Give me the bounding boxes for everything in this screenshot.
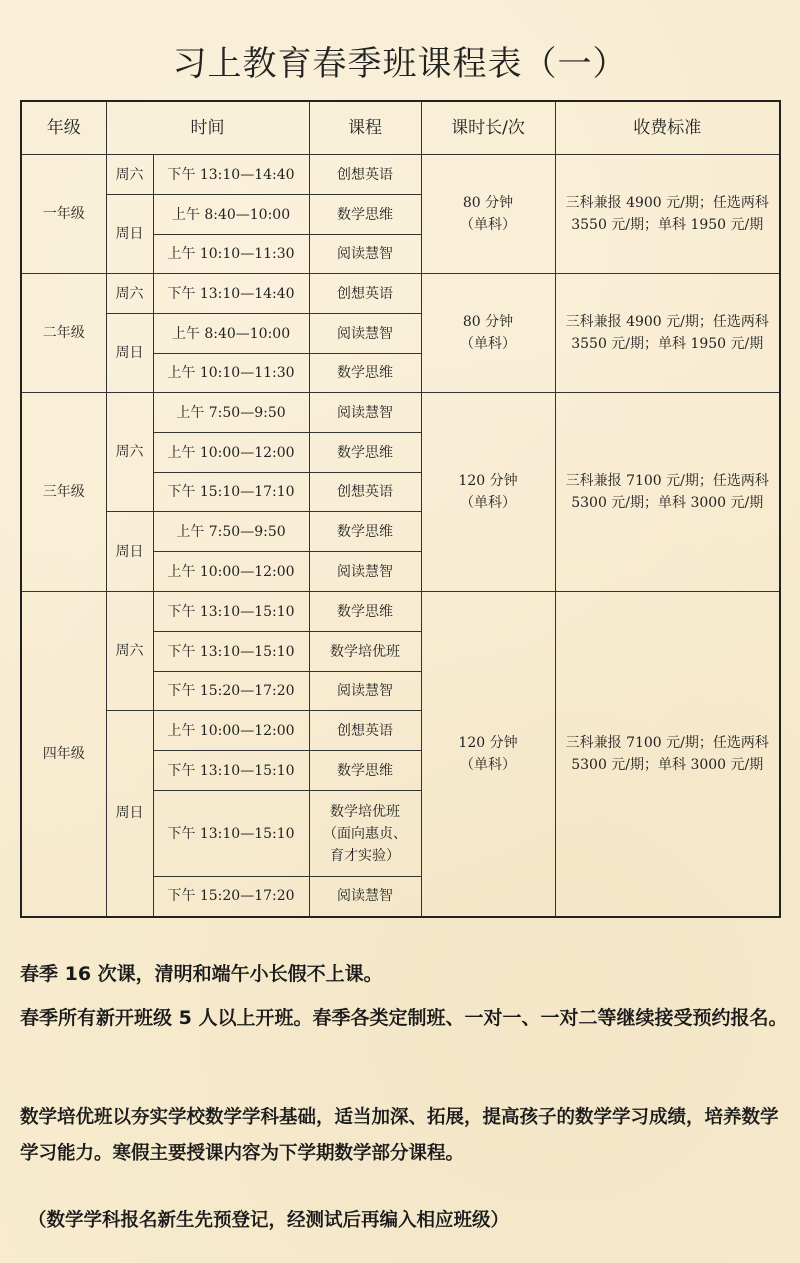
course-cell: 数学思维 <box>309 592 421 632</box>
duration-value: 120 分钟 <box>458 734 518 751</box>
fee-cell: 三科兼报 4900 元/期；任选两科 3550 元/期；单科 1950 元/期 <box>555 274 780 393</box>
note-lessons: 春季 16 次课，清明和端午小长假不上课。 <box>20 963 383 985</box>
time-cell: 上午 7:50—9:50 <box>153 393 309 433</box>
grade-cell: 二年级 <box>21 274 106 393</box>
time-cell: 上午 8:40—10:00 <box>153 195 309 235</box>
course-cell: 创想英语 <box>309 711 421 751</box>
fee-cell: 三科兼报 7100 元/期；任选两科 5300 元/期；单科 3000 元/期 <box>555 592 780 917</box>
course-cell: 数学思维 <box>309 354 421 393</box>
header-fee: 收费标准 <box>555 101 780 155</box>
duration-value: 120 分钟 <box>458 473 518 489</box>
time-cell: 下午 15:20—17:20 <box>153 877 309 917</box>
table-row <box>21 393 780 433</box>
note-registration: （数学学科报名新生先预登记，经测试后再编入相应班级） <box>28 1210 510 1231</box>
time-cell: 下午 13:10—14:40 <box>153 155 309 195</box>
course-cell: 阅读慧智 <box>309 393 421 433</box>
time-cell: 下午 13:10—15:10 <box>153 592 309 632</box>
time-cell: 上午 10:10—11:30 <box>153 235 309 274</box>
course-cell: 阅读慧智 <box>309 552 421 592</box>
duration-cell <box>421 155 555 274</box>
fee-cell: 三科兼报 4900 元/期；任选两科 3550 元/期；单科 1950 元/期 <box>555 155 780 274</box>
time-cell: 下午 13:10—15:10 <box>153 632 309 672</box>
course-cell: 阅读慧智 <box>309 235 421 274</box>
time-cell: 上午 10:00—12:00 <box>153 711 309 751</box>
table-row <box>21 274 780 314</box>
time-cell: 上午 7:50—9:50 <box>153 512 309 552</box>
course-cell: 阅读慧智 <box>309 877 421 917</box>
duration-cell <box>421 393 555 592</box>
duration-value: 80 分钟 <box>462 314 514 330</box>
day-cell: 周日 <box>106 512 153 592</box>
time-cell: 上午 10:00—12:00 <box>153 552 309 592</box>
duration-value: 80 分钟 <box>462 195 514 211</box>
course-cell: 阅读慧智 <box>309 672 421 711</box>
time-cell: 上午 10:10—11:30 <box>153 354 309 393</box>
header-duration: 课时长/次 <box>421 101 555 155</box>
course-cell: 数学思维 <box>309 195 421 235</box>
course-cell: 阅读慧智 <box>309 314 421 354</box>
grade-cell: 四年级 <box>21 592 106 917</box>
time-cell: 下午 15:10—17:10 <box>153 473 309 512</box>
grade-cell: 一年级 <box>21 155 106 274</box>
duration-note: （单科） <box>460 756 516 773</box>
day-cell: 周日 <box>106 195 153 274</box>
time-cell: 上午 8:40—10:00 <box>153 314 309 354</box>
header-grade: 年级 <box>21 101 106 155</box>
course-cell: 数学思维 <box>309 433 421 473</box>
course-cell: 数学培优班（面向惠贞、育才实验） <box>309 791 421 877</box>
course-cell: 数学培优班 <box>309 632 421 672</box>
day-cell: 周日 <box>106 711 153 917</box>
time-cell: 下午 13:10—15:10 <box>153 751 309 791</box>
table-row <box>21 155 780 195</box>
course-cell: 数学思维 <box>309 512 421 552</box>
header-time: 时间 <box>106 101 309 155</box>
duration-note: （单科） <box>460 495 516 511</box>
course-cell: 创想英语 <box>309 473 421 512</box>
day-cell: 周日 <box>106 314 153 393</box>
time-cell: 上午 10:00—12:00 <box>153 433 309 473</box>
time-cell: 下午 15:20—17:20 <box>153 672 309 711</box>
course-cell: 创想英语 <box>309 274 421 314</box>
day-cell: 周六 <box>106 155 153 195</box>
table-row <box>21 592 780 632</box>
day-cell: 周六 <box>106 274 153 314</box>
table-header-row <box>21 101 780 155</box>
note-math-advanced: 数学培优班以夯实学校数学学科基础，适当加深、拓展，提高孩子的数学学习成绩，培养数学学习能力。寒假主要授课内容为下学期数学部分课程。 <box>20 1107 779 1164</box>
page-title: 习上教育春季班课程表（一） <box>172 44 628 84</box>
duration-cell <box>421 592 555 917</box>
course-cell: 数学思维 <box>309 751 421 791</box>
course-cell: 创想英语 <box>309 155 421 195</box>
day-cell: 周六 <box>106 592 153 711</box>
time-cell: 下午 13:10—14:40 <box>153 274 309 314</box>
note-class-opening: 春季所有新开班级 5 人以上开班。春季各类定制班、一对一、一对二等继续接受预约报名。 <box>20 1007 788 1029</box>
duration-note: （单科） <box>460 336 516 352</box>
header-course: 课程 <box>309 101 421 155</box>
fee-cell: 三科兼报 7100 元/期；任选两科 5300 元/期；单科 3000 元/期 <box>555 393 780 592</box>
day-cell: 周六 <box>106 393 153 512</box>
grade-cell: 三年级 <box>21 393 106 592</box>
schedule-table <box>20 100 781 918</box>
duration-note: （单科） <box>460 217 516 233</box>
duration-cell <box>421 274 555 393</box>
time-cell: 下午 13:10—15:10 <box>153 791 309 877</box>
